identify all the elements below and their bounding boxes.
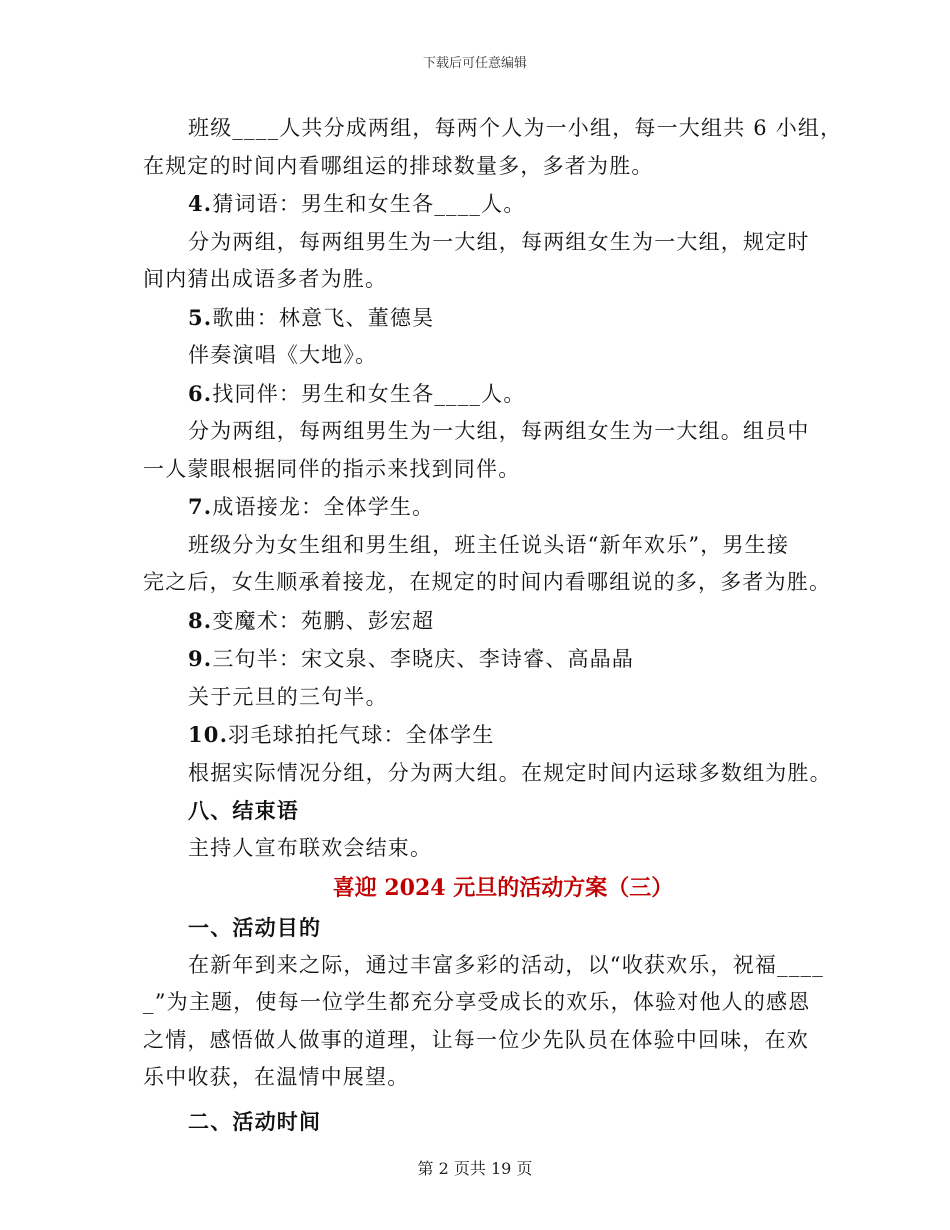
section-heading-time: 二、活动时间 — [188, 1108, 322, 1134]
item-number: 8. — [188, 607, 213, 633]
document-body — [143, 110, 843, 1140]
list-item-9 — [143, 640, 823, 679]
item-text: 三句半：宋文泉、李晓庆、李诗睿、高晶晶 — [212, 647, 635, 671]
item-number: 10. — [188, 722, 229, 747]
page-footer: 第 2 页共 19 页 — [417, 1159, 533, 1178]
item-number: 5. — [188, 304, 213, 330]
text-line: 间内猜出成语多者为胜。 — [143, 267, 388, 291]
text-line: 关于元旦的三句半。 — [188, 684, 388, 709]
item-number: 4. — [188, 191, 213, 216]
text-line: 分为两组，每两组男生为一大组，每两组女生为一大组。组员中 — [188, 419, 810, 443]
list-item-4 — [143, 185, 823, 224]
section-title: 喜迎 2024 元旦的活动方案（三） — [332, 875, 674, 901]
item-text: 成语接龙：全体学生。 — [212, 495, 435, 519]
list-item-7 — [143, 488, 823, 527]
list-item-5 — [143, 299, 823, 338]
text-line: 一人蒙眼根据同伴的指示来找到同伴。 — [143, 456, 521, 481]
text-line: 乐中收获，在温情中展望。 — [143, 1065, 410, 1089]
section-heading-closing: 八、结束语 — [188, 798, 299, 823]
item-text: 猜词语：男生和女生各____人。 — [212, 192, 526, 216]
paragraph-block-1 — [143, 110, 843, 867]
text-line: 之情，感悟做人做事的道理，让每一位少先队员在体验中回味，在欢 — [143, 1027, 809, 1052]
item-number: 6. — [188, 380, 213, 406]
text-line: 在新年到来之际，通过丰富多彩的活动，以“收获欢乐，祝福____ — [188, 952, 824, 977]
paragraph-block-2 — [143, 909, 823, 1140]
text-line: 伴奏演唱《大地》。 — [188, 343, 378, 367]
item-text: 变魔术：苑鹏、彭宏超 — [212, 608, 435, 633]
text-line: 根据实际情况分组，分为两大组。在规定时间内运球多数组为胜。 — [188, 760, 832, 785]
list-item-10 — [143, 716, 823, 755]
item-number: 7. — [188, 494, 213, 519]
list-item-8 — [143, 602, 823, 641]
text-line: 主持人宣布联欢会结束。 — [188, 835, 433, 860]
item-text: 歌曲：林意飞、董德昊 — [212, 305, 435, 330]
text-line: _”为主题，使每一位学生都充分享受成长的欢乐，体验对他人的感恩 — [143, 990, 811, 1014]
item-number: 9. — [188, 646, 213, 671]
item-text: 找同伴：男生和女生各____人。 — [212, 381, 526, 406]
text-line: 班级分为女生组和男生组，班主任说头语“新年欢乐”，男生接 — [188, 532, 790, 557]
section-heading-purpose: 一、活动目的 — [188, 915, 322, 940]
page-header: 下载后可任意编辑 — [422, 56, 527, 71]
list-item-6 — [143, 375, 823, 414]
text-line: 分为两组，每两组男生为一大组，每两组女生为一大组，规定时 — [188, 229, 810, 254]
text-line: 在规定的时间内看哪组运的排球数量多，多者为胜。 — [143, 153, 654, 178]
item-text: 羽毛球拍托气球：全体学生 — [228, 723, 495, 747]
text-line: 完之后，女生顺承着接龙，在规定的时间内看哪组说的多，多者为胜。 — [143, 570, 832, 594]
text-line: 班级____人共分成两组，每两个人为一小组，每一大组共 6 小组， — [188, 116, 843, 140]
